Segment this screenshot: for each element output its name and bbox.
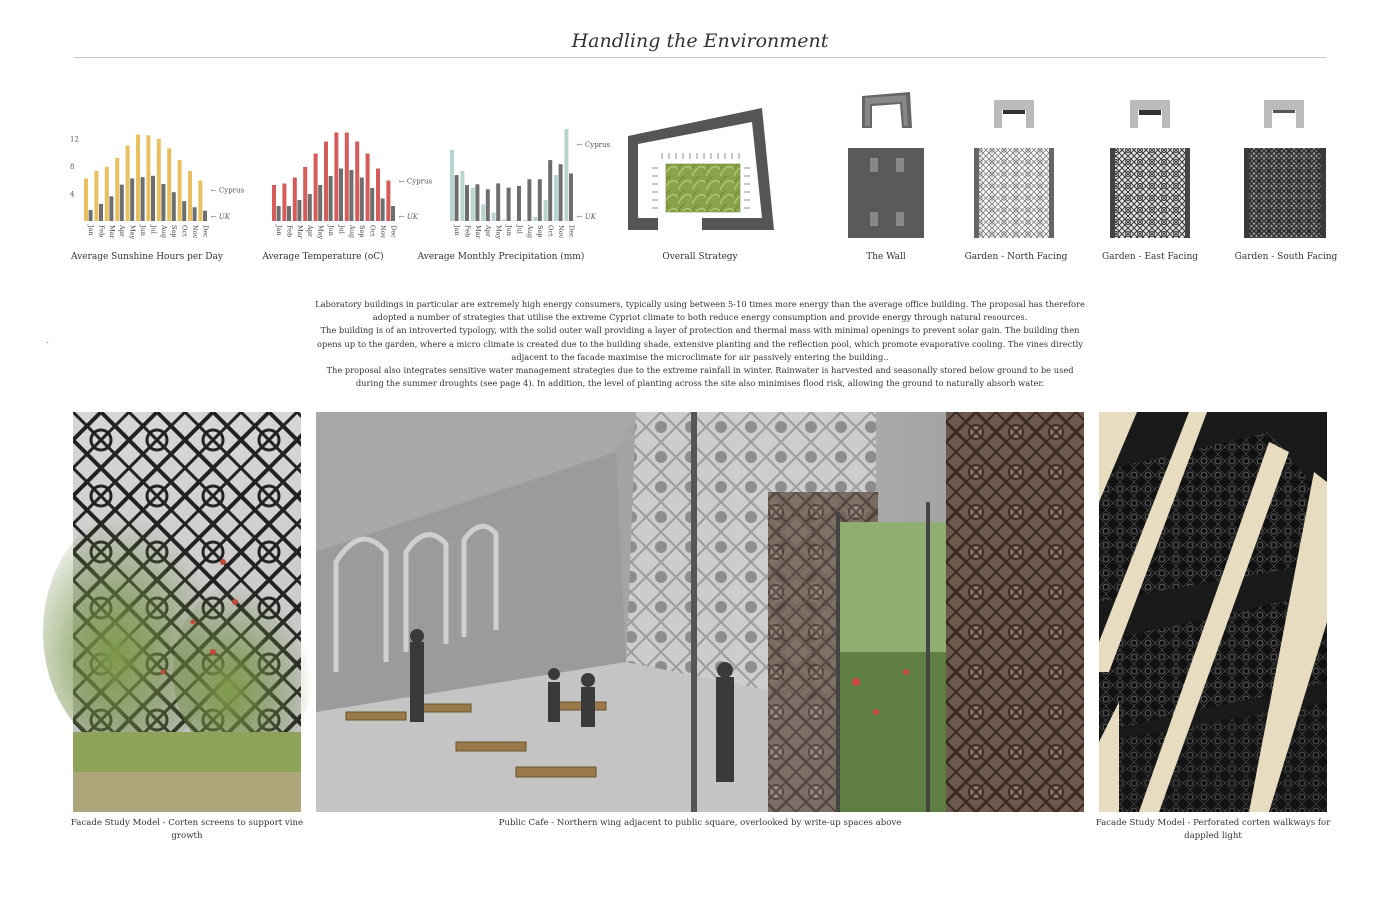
bar-uk-nov [559,164,563,221]
bar-cyprus-jul [334,133,338,222]
garden-north-caption: Garden - North Facing [964,252,1068,262]
body-paragraph: The building is of an introverted typology, with the solid outer wall providing a layer of protection and thermal mass with minimal openings to prevent solar gain. The building then opens up to the garden, where a micro climate is created due to the building shade, extensive planting and the reflection pool, which promote evaporative cooling. The vines directly adjacent to the facade maximise the microclimate for air passively entering the building.. [317,325,1083,362]
x-tick-label: Jul [515,225,524,234]
bar-cyprus-apr [481,204,485,221]
x-tick-label: Sep [170,225,179,238]
bar-uk-aug [527,179,531,221]
bar-uk-dec [391,206,395,221]
x-tick-label: Aug [159,225,168,239]
bar-uk-mar [475,184,479,221]
bar-uk-jan [277,206,281,221]
bar-cyprus-apr [115,158,119,221]
bar-uk-may [130,178,134,221]
garden-south-diagram [1244,96,1326,238]
bar-uk-jun [141,177,145,221]
bar-cyprus-feb [282,184,286,222]
bar-cyprus-jan [450,150,454,221]
overall-strategy-diagram [622,106,778,236]
bar-uk-aug [161,184,165,221]
legend-cyprus: ← Cyprus [576,141,611,150]
garden-east-caption: Garden - East Facing [1101,252,1198,262]
bar-uk-sep [360,178,364,222]
garden-north-diagram [974,96,1054,238]
bar-uk-feb [465,185,469,221]
overall-strategy-caption: Overall Strategy [662,252,738,262]
facade-model-photo-right [1099,412,1327,812]
bar-uk-feb [287,206,291,221]
bar-cyprus-nov [554,175,558,221]
wall-caption: The Wall [866,252,906,262]
bar-cyprus-apr [303,167,307,221]
bar-cyprus-sep [167,148,171,221]
x-tick-label: Dec [389,225,398,238]
x-tick-label: Mar [295,225,304,239]
bar-uk-apr [120,185,124,221]
bar-cyprus-jun [324,142,328,222]
bar-uk-apr [486,189,490,221]
bar-uk-mar [297,200,301,221]
legend-uk: ← UK [210,213,231,221]
bar-cyprus-oct [366,154,370,222]
bar-cyprus-sep [533,217,537,221]
bar-uk-dec [569,173,573,221]
stray-mark: * [46,341,49,347]
chart-sunshine [62,115,245,245]
bar-cyprus-nov [376,169,380,222]
bar-cyprus-feb [94,171,98,221]
x-tick-label: Feb [285,225,294,238]
x-tick-label: Oct [546,225,555,237]
bar-uk-oct [370,188,374,221]
public-cafe-photo [316,412,1084,812]
bar-cyprus-may [314,154,318,222]
x-tick-label: Apr [484,225,493,237]
bar-uk-nov [381,199,385,222]
x-tick-label: Oct [368,225,377,237]
x-tick-label: Nov [379,225,387,239]
body-paragraph: The proposal also integrates sensitive water management strategies due to the extreme rainfall in winter. Rainwater is harvested and seasonally stored below ground to be used during the summer droughts (see page 4). In addition, the level of planting across the site also minimises flood risk, allowing the ground to naturally absorb water. [326,365,1074,389]
body-paragraph: Laboratory buildings in particular are extremely high energy consumers, typically using between 5-10 times more energy than the average office building. The proposal has therefore adopted a number of strategies that utilise the extreme Cypriot climate to both reduce energy consumption and provide energy through natural resources. [315,299,1085,323]
x-tick-label: Oct [180,225,189,237]
bar-cyprus-mar [105,167,109,221]
x-tick-label: Aug [525,225,534,239]
x-tick-label: Mar [473,225,482,239]
x-tick-label: May [316,225,325,240]
public-cafe-caption: Public Cafe - Northern wing adjacent to public square, overlooked by write-up spaces above [498,818,902,828]
bar-cyprus-aug [523,220,527,221]
x-tick-label: Jun [505,225,513,236]
bar-cyprus-mar [471,188,475,221]
legend-uk: ← UK [398,213,419,221]
bar-cyprus-dec [564,129,568,221]
facade-model-right-caption: Facade Study Model - Perforated corten walkways for dappled light [1095,818,1331,841]
x-tick-label: Jul [337,225,346,234]
bar-cyprus-jul [146,135,150,221]
bar-cyprus-feb [460,171,464,221]
bar-cyprus-aug [345,133,349,222]
x-tick-label: Sep [536,225,545,238]
x-tick-label: Jan [87,225,95,236]
x-tick-label: Aug [347,225,356,239]
x-tick-label: Apr [118,225,127,237]
body-text [315,298,1085,390]
bar-uk-jun [507,188,511,221]
title-rule [74,57,1327,58]
bar-cyprus-oct [544,200,548,221]
x-tick-label: Jan [275,225,283,236]
bar-uk-may [318,185,322,221]
bar-cyprus-may [126,146,130,221]
x-tick-label: Dec [201,225,210,238]
bar-cyprus-jun [136,135,140,221]
bar-cyprus-dec [198,181,202,221]
legend-uk: ← UK [576,213,597,221]
bar-uk-feb [99,204,103,221]
bar-cyprus-mar [293,178,297,222]
garden-south-caption: Garden - South Facing [1234,252,1338,262]
y-tick-label: 12 [70,135,79,144]
bar-cyprus-jul [512,220,516,221]
x-tick-label: Nov [191,225,199,239]
bar-cyprus-jan [272,185,276,221]
x-tick-label: May [494,225,503,240]
bar-uk-jul [151,176,155,221]
bar-uk-aug [349,170,353,221]
x-tick-label: Jan [453,225,461,236]
chart-precipitation-title: Average Monthly Precipitation (mm) [417,252,585,262]
y-tick-label: 8 [70,163,75,172]
x-tick-label: Sep [358,225,367,238]
bar-uk-mar [109,196,113,221]
bar-cyprus-jun [502,219,506,221]
bar-cyprus-nov [188,171,192,221]
chart-precipitation [428,115,611,245]
bar-cyprus-aug [157,139,161,221]
bar-uk-oct [548,160,552,221]
bar-cyprus-sep [355,142,359,222]
bar-uk-sep [538,179,542,221]
bar-uk-nov [193,207,197,221]
bar-cyprus-jan [84,178,88,221]
x-tick-label: Feb [463,225,472,238]
bar-uk-jan [89,210,93,221]
bar-uk-apr [308,194,312,221]
garden-east-diagram [1110,96,1190,238]
bar-cyprus-may [492,213,496,221]
chart-temperature [250,115,433,245]
x-tick-label: Jun [327,225,335,236]
x-tick-label: Dec [567,225,576,238]
bar-uk-jul [339,169,343,222]
bar-cyprus-dec [386,181,390,222]
x-tick-label: Jun [139,225,147,236]
y-tick-label: 4 [70,190,75,199]
bar-uk-sep [172,192,176,221]
bar-uk-jun [329,176,333,221]
x-tick-label: Nov [557,225,565,239]
bar-uk-jan [455,175,459,221]
wall-diagram [848,88,924,238]
facade-model-left-caption: Facade Study Model - Corten screens to support vine growth [70,818,304,841]
bar-uk-jul [517,186,521,221]
bar-cyprus-oct [178,160,182,221]
legend-cyprus: ← Cyprus [210,186,245,195]
bar-uk-may [496,183,500,221]
chart-sunshine-title: Average Sunshine Hours per Day [71,252,223,262]
page-title: Handling the Environment [571,30,829,52]
chart-temperature-title: Average Temperature (oC) [262,252,384,262]
x-tick-label: Jul [149,225,158,234]
bar-uk-dec [203,211,207,221]
legend-cyprus: ← Cyprus [398,177,433,186]
x-tick-label: Mar [107,225,116,239]
bar-uk-oct [182,201,186,221]
x-tick-label: Apr [306,225,315,237]
x-tick-label: Feb [97,225,106,238]
facade-model-photo-left [73,412,301,812]
x-tick-label: May [128,225,137,240]
